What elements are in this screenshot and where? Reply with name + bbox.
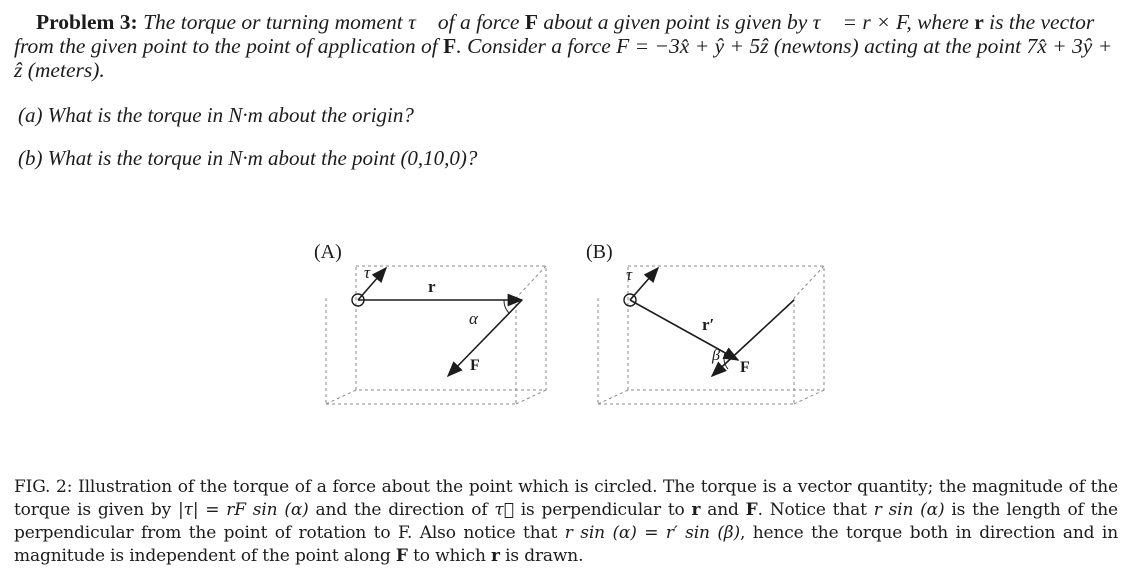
point-vector: 7x̂ + 3ŷ + ẑ xyxy=(14,34,1113,82)
torque-arrow-a xyxy=(358,268,386,300)
r-prime-vector-b xyxy=(630,300,738,360)
torque-label-a: τ xyxy=(364,263,371,282)
torque-equation: τ⃗ = r × F xyxy=(812,10,907,34)
question-b: (b) What is the torque in N·m about the point (0,10,0)? xyxy=(18,146,478,170)
box-outline-a xyxy=(326,266,546,404)
force-label-a: F xyxy=(470,357,480,374)
figure-a-label: (A) xyxy=(314,241,342,263)
force-vector: F = −3x̂ + ŷ + 5ẑ xyxy=(616,34,769,58)
problem-label: Problem 3: xyxy=(36,10,138,34)
angle-label-a: α xyxy=(469,309,478,328)
figure-caption: FIG. 2: Illustration of the torque of a force about the point which is circled. The torque is a vector quantity; the magnitude of the torque is given by |τ| = rF sin (α) and the direction of τ⃗ is perpendicular to r and F. Notice that r sin (α) is the length of the perpendicular from the point of rotation to F. Also notice that r sin (α) = r′ sin (β), hence the torque both in direction and in magnitude is independent of the point along F to which r is drawn. xyxy=(14,477,1118,566)
r-label-a: r xyxy=(428,277,436,296)
force-label-b: F xyxy=(740,359,750,376)
box-outline-b xyxy=(598,266,824,404)
force-vector-b xyxy=(712,300,794,376)
question-a: (a) What is the torque in N·m about the origin? xyxy=(18,103,414,127)
angle-label-b: β xyxy=(712,347,720,364)
force-vector-a xyxy=(448,300,522,376)
angle-arc-a xyxy=(504,300,509,313)
torque-arrow-b xyxy=(630,268,658,300)
problem-statement: Problem 3: The torque or turning moment τ⃗ of a force F about a given point is given by τ⃗ = r × F, where r is the vector from the given point to the point of application of F. Consider a force F = −3x̂ + ŷ + 5ẑ (newtons) acting at the point 7x̂ + 3ŷ + ẑ (meters). xyxy=(14,10,1113,82)
figure-a xyxy=(298,238,568,408)
figure-b xyxy=(578,238,848,408)
torque-label-b: τ xyxy=(626,265,633,284)
r-prime-label-b: r′ xyxy=(702,315,715,334)
figure-b-label: (B) xyxy=(586,241,613,263)
